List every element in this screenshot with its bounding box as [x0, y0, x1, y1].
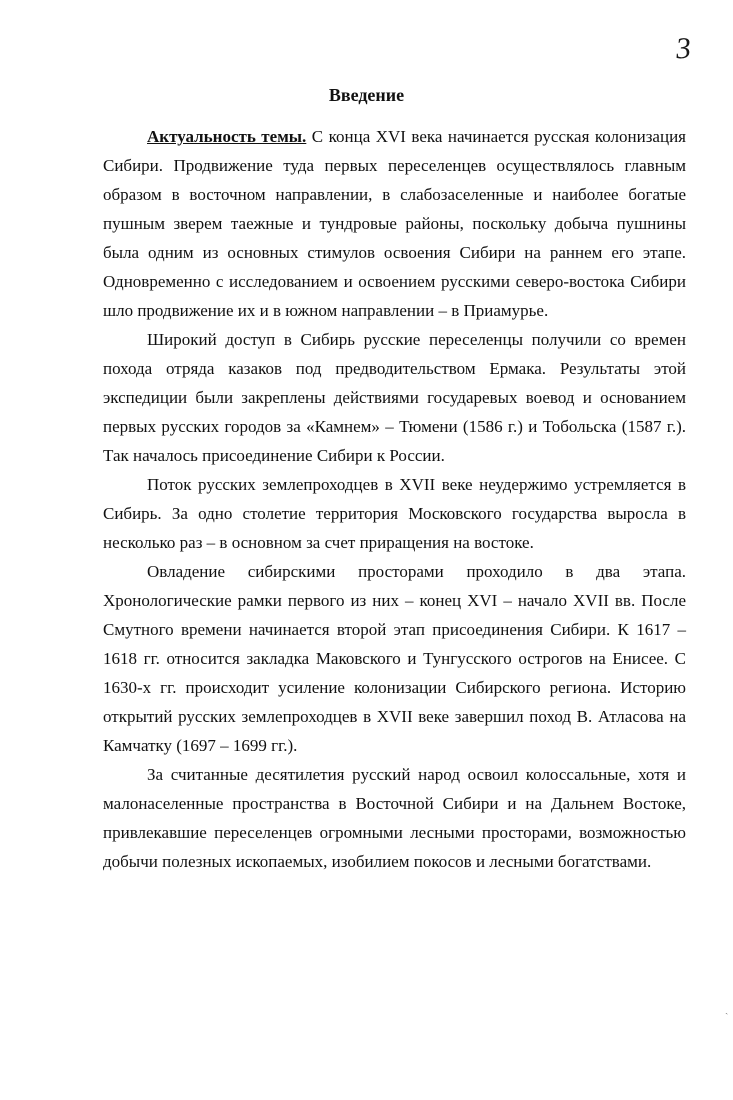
paragraph-3: Поток русских землепроходцев в XVII веке неудержимо устремляется в Сибирь. За одно столетие территория Московского государства выросла в несколько раз – в основном за счет приращения на востоке. [103, 475, 686, 552]
body-text [103, 122, 686, 876]
section-title: Введение [328, 85, 405, 105]
paragraph-1 [103, 122, 686, 325]
paragraph-5: За считанные десятилетия русский народ освоил колоссальные, хотя и малонаселенные пространства в Восточной Сибири и на Дальнем Востоке, привлекавшие переселенцев огромными лесными просторами, возможностью добычи полезных ископаемых, изобилием покосов и лесными богатствами. [103, 765, 686, 871]
margin-tick-mark: ˏ [725, 1004, 729, 1015]
paragraph-4: Овладение сибирскими просторами проходило в два этапа. Хронологические рамки первого из них – конец XVI – начало XVII вв. После Смутного времени начинается второй этап присоединения Сибири. К 1617 – 1618 гг. относится закладка Маковского и Тунгусского острогов на Енисее. С 1630-х гг. происходит усиление колонизации Сибирского региона. Историю открытий русских землепроходцев в XVII веке завершил поход В. Атласова на Камчатку (1697 – 1699 гг.). [103, 562, 686, 755]
paragraph-1-text: С конца XVI века начинается русская колонизация Сибири. Продвижение туда первых переселенцев осуществлялось главным образом в восточном направлении, в слабозаселенные и наиболее богатые пушным зверем таежные и тундровые районы, поскольку добыча пушнины была одним из основных стимулов освоения Сибири на раннем его этапе. Одновременно с исследованием и освоением русскими северо-востока Сибири шло продвижение их и в южном направлении – в Приамурье. [103, 127, 686, 320]
paragraph-1-lead: Актуальность темы. [147, 127, 307, 146]
paragraph-2: Широкий доступ в Сибирь русские переселенцы получили со времен похода отряда казаков под предводительством Ермака. Результаты этой экспедиции были закреплены действиями государевых воевод и основанием первых русских городов за «Камнем» – Тюмени (1586 г.) и Тобольска (1587 г.). Так началось присоединение Сибири к России. [103, 330, 686, 465]
page-number: 3 [674, 31, 693, 66]
